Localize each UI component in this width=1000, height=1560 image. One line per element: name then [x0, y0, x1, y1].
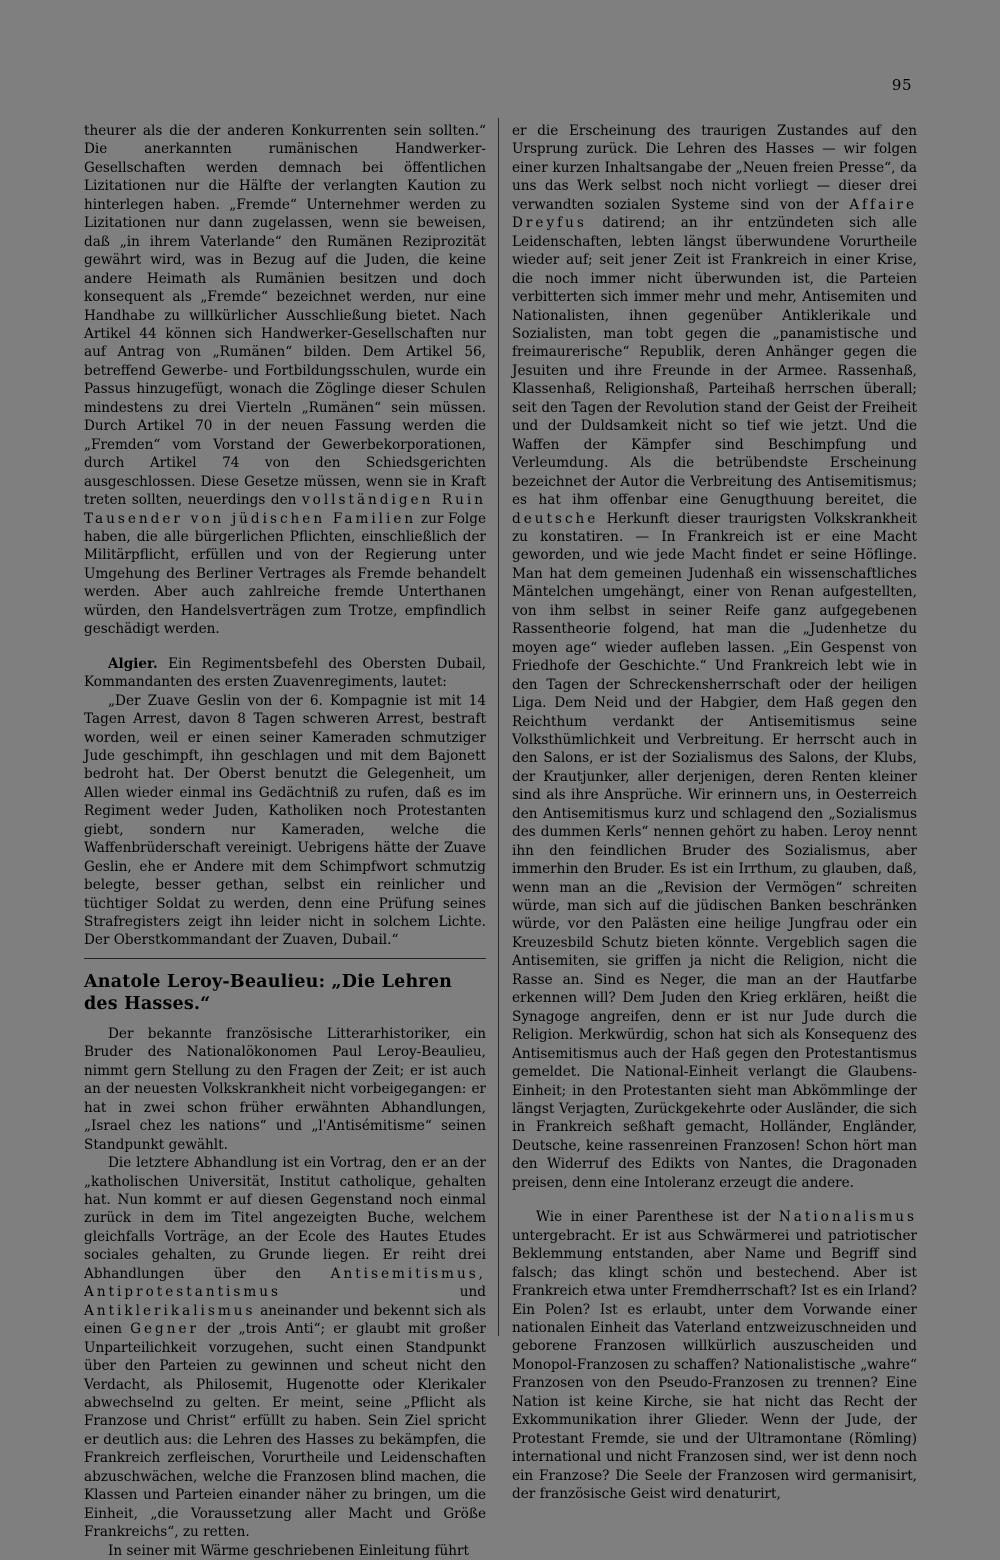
algier-heading: Algier.: [108, 655, 158, 672]
article-rumania-continued: theurer als die der anderen Konkurrenten sein sollten.“ Die anerkannten rumänischen Handwerker-Gesellschaften werden demnach bei öffentlichen Lizitationen nur die Hälfte der verlangten Kaution zu hinterlegen haben. „Fremde“ Unternehmer werden zu Lizitationen nur dann zugelassen, wenn sie beweisen, daß „in ihrem Vaterlande“ den Rumänen Reziprozität gewährt wird, was in Bezug auf die Juden, die keine andere Heimath als Rumänien besitzen und doch konsequent als „Fremde“ bezeichnet werden, nur eine Handhabe zu willkürlicher Ausschließung bietet. Nach Artikel 44 können sich Handwerker-Gesellschaften nur auf Antrag von „Rumänen“ bilden. Dem Artikel 56, betreffend Gewerbe- und Fortbildungsschulen, wurde ein Passus hinzugefügt, wonach die Zöglinge dieser Schulen mindestens zu drei Vierteln „Rumänen“ sein müssen. Durch Artikel 70 in der neuen Fassung werden die „Fremden“ vom Vorstand der Gewerbekorporationen, durch Artikel 74 von den Schiedsgerichten ausgeschlossen. Diese Gesetze müssen, wenn sie in Kraft treten sollten, neuerdings den vollständigen Ruin Tausender von jüdischen Familien zur Folge haben, die alle bürgerlichen Pflichten, einschließlich der Militärpflicht, erfüllen und von der Regierung unter Umgehung des Berliner Vertrages als Fremde behandelt werden. Aber auch zahlreiche fremde Unterthanen würden, den Handelsverträgen zum Trotze, empfindlich geschädigt werden.: [84, 123, 487, 638]
section-divider: [84, 958, 486, 959]
body-paragraph: In seiner mit Wärme geschriebenen Einleitung führt: [108, 1542, 469, 1559]
body-paragraph: Die letztere Abhandlung ist ein Vortrag, den er an der „katholischen Universität, Institut catholique, gehalten hat. Nun kommt er auf diesen Gegenstand noch einmal zurück in dem im Titel angezeigten Buche, welchem gleichfalls Vorträge, an der Ecole des Hautes Etudes sociales gehalten, zu Grunde liegen. Er reiht drei Abhandlungen über den Antisemitismus, Antiprotestantismus und Antiklerikalismus aneinander und bekennt sich als einen Gegner der „trois Anti“; er glaubt mit großer Unparteilichkeit vorzugehen, sucht einen Standpunkt über den Parteien zu gewinnen und scheut nicht den Verdacht, als Philosemit, Hugenotte oder Klerikaler abwechselnd zu gelten. Er meint, seine „Pflicht als Franzose und Christ“ erfüllt zu haben. Sein Ziel spricht er deutlich aus: die Lehren des Hasses zu bekämpfen, die Frankreich zerfleischen, Vorurtheile und Leidenschaften abzuschwächen, welche die Franzosen blind machen, die Klassen und Parteien einander näher zu bringen, um die Einheit, „die Voraussetzung aller Macht und Größe Frankreichs“, zu retten.: [84, 1155, 487, 1541]
body-paragraph: Der bekannte französische Litterarhistoriker, ein Bruder des Nationalökonomen Paul Leroy-Beaulieu, nimmt gern Stellung zu den Fragen der Zeit; er ist auch an der neuesten Volkskrankheit nicht vorbeigegangen: er hat in zwei schon früher erwähnten Abhandlungen, „Israel chez les nations“ und „l'Antisémitisme“ seinen Standpunkt gewählt.: [84, 1025, 486, 1153]
left-column: [84, 122, 486, 1560]
algier-quote: „Der Zuave Geslin von der 6. Kompagnie ist mit 14 Tagen Arrest, davon 8 Tagen schweren Arrest, bestraft worden, weil er einen seiner Kameraden schmutziger Jude geschimpft, ihn geschlagen und mit dem Bajonett bedroht hat. Der Oberst benutzt die Gelegenheit, um Allen wieder einmal ins Gedächtniß zu rufen, daß es im Regiment weder Juden, Katholiken noch Protestanten giebt, sondern nur Kameraden, welche die Waffenbrüderschaft vereinigt. Uebrigens hätte der Zuave Geslin, ehe er Andere mit dem Schimpfwort schmutzig belegte, besser gethan, selbst ein reinlicher und tüchtiger Soldat zu werden, denn eine Prüfung seines Strafregisters zeigt ihn leider nicht in solchem Lichte. Der Oberstkommandant der Zuaven, Dubail.“: [84, 692, 486, 949]
body-paragraph: er die Erscheinung des traurigen Zustandes auf den Ursprung zurück. Die Lehren des Hasses — wir folgen einer kurzen Inhaltsangabe der „Neuen freien Presse“, da uns das Werk selbst noch nicht vorliegt — dieser drei verwandten sozialen Systeme sind von der Affaire Dreyfus datirend; an ihr entzündeten sich alle Leidenschaften, lebten längst überwundene Vorurtheile wieder auf; seit jener Zeit ist Frankreich in einer Krise, die noch immer nicht überwunden ist, die Parteien verbitterten sich immer mehr und mehr, Antisemiten und Nationalisten, ihnen gegenüber Antiklerikale und Sozialisten, man tobt gegen die „panamistische und freimaurerische“ Republik, deren Anhänger gegen die Jesuiten und ihre Freunde in der Armee. Rassenhaß, Klassenhaß, Religionshaß, Parteihaß herrschen überall; seit den Tagen der Revolution stand der Geist der Freiheit und der Duldsamkeit nicht so tief wie jetzt. Und die Waffen der Kämpfer sind Beschimpfung und Verleumdung. Als die betrübendste Erscheinung bezeichnet der Autor die Verbreitung des Antisemitismus; es hat ihm offenbar eine Genugthuung bereitet, die deutsche Herkunft dieser traurigsten Volkskrankheit zu konstatiren. — In Frankreich ist er eine Macht geworden, und wie jede Macht findet er seine Höflinge. Man hat dem gemeinen Judenhaß ein wissenschaftliches Mäntelchen umgehängt, einer von Renan aufgestellten, von ihm selbst in seiner Reife ganz aufgegebenen Rassentheorie folgend, hat man die „Judenhetze du moyen age“ wieder aufleben lassen. „Ein Gespenst von Friedhofe der Geschichte.“ Und Frankreich lebt wie in den Tagen der Schreckensherrschaft oder der heiligen Liga. Dem Neid und der Habgier, dem Haß gegen den Reichthum verdankt der Antisemitismus seine Volksthümlichkeit und Verbreitung. Er herrscht auch in den Salons, er ist der Sozialismus des Salons, der Klubs, der Krautjunker, aller derjenigen, deren Renten kleiner sind als ihre Ansprüche. Wir erinnern uns, in Oesterreich den Antisemitismus kurz und schlagend den „Sozialismus des dummen Kerls“ nennen gehört zu haben. Leroy nennt ihn den feindlichen Bruder des Sozialismus, aber immerhin den Bruder. Es ist ein Irrthum, zu glauben, daß, wenn man an die „Revision der Vermögen“ schreiten würde, man sich auf die jüdischen Banken beschränken würde, vor den Palästen eine heilige Jungfrau oder ein Kreuzesbild Schutz bieten könnte. Vergeblich sagen die Antisemiten, sie griffen ja nicht die Religion, nicht die Rasse an. Sind es Neger, die man an der Hautfarbe erkennen will? Dem Juden den Krieg erklären, heißt die Synagoge angreifen, denn er ist nur Jude durch die Religion. Merkwürdig, schon hat sich als Konsequenz des Antisemitismus auch der Haß gegen den Protestantismus gemeldet. Die National-Einheit verlangt die Glaubens-Einheit; in den Protestanten sieht man Abkömmlinge der längst Verjagten, Zurückgekehrte oder Ausländer, die sich in Frankreich seßhaft gemacht, Holländer, Engländer, Deutsche, keine rassenreinen Franzosen! Schon hört man den Widerruf des Edikts von Nantes, die Dragonaden preisen, denn eine Intoleranz erzeugt die andere.: [512, 123, 918, 1191]
article-algier: Algier. Ein Regimentsbefehl des Obersten Dubail, Kommandanten des ersten Zuavenregiments, lautet:: [84, 655, 486, 691]
article-title: Anatole Leroy-Beaulieu: „Die Lehren des Hasses.“: [84, 971, 453, 1014]
body-paragraph: Wie in einer Parenthese ist der Nationalismus untergebracht. Er ist aus Schwärmerei und patriotischer Beklemmung entstanden, aber Name und Begriff sind falsch; das klingt schön und bestechend. Aber ist Frankreich etwa unter Fremdherrschaft? Ist es ein Irland? Ein Polen? Ist es erlaubt, unter dem Vorwande einer nationalen Einheit das Vaterland entzweizuschneiden und geborene Franzosen willkürlich auszuscheiden und Monopol-Franzosen zu schaffen? Nationalistische „wahre“ Franzosen von den Pseudo-Franzosen zu trennen? Eine Nation ist keine Kirche, sie hat nicht das Recht der Exkommunikation ihrer Glieder. Wenn der Jude, der Protestant Fremde, sie und der Ultramontane (Römling) international und nicht Franzosen sind, wer ist denn noch ein Franzose? Die Seele der Franzosen wird germanisirt, der französische Geist wird denaturirt,: [512, 1209, 917, 1503]
page-number: 95: [891, 76, 912, 94]
column-rule: [498, 118, 499, 1336]
right-column: [512, 122, 917, 1504]
